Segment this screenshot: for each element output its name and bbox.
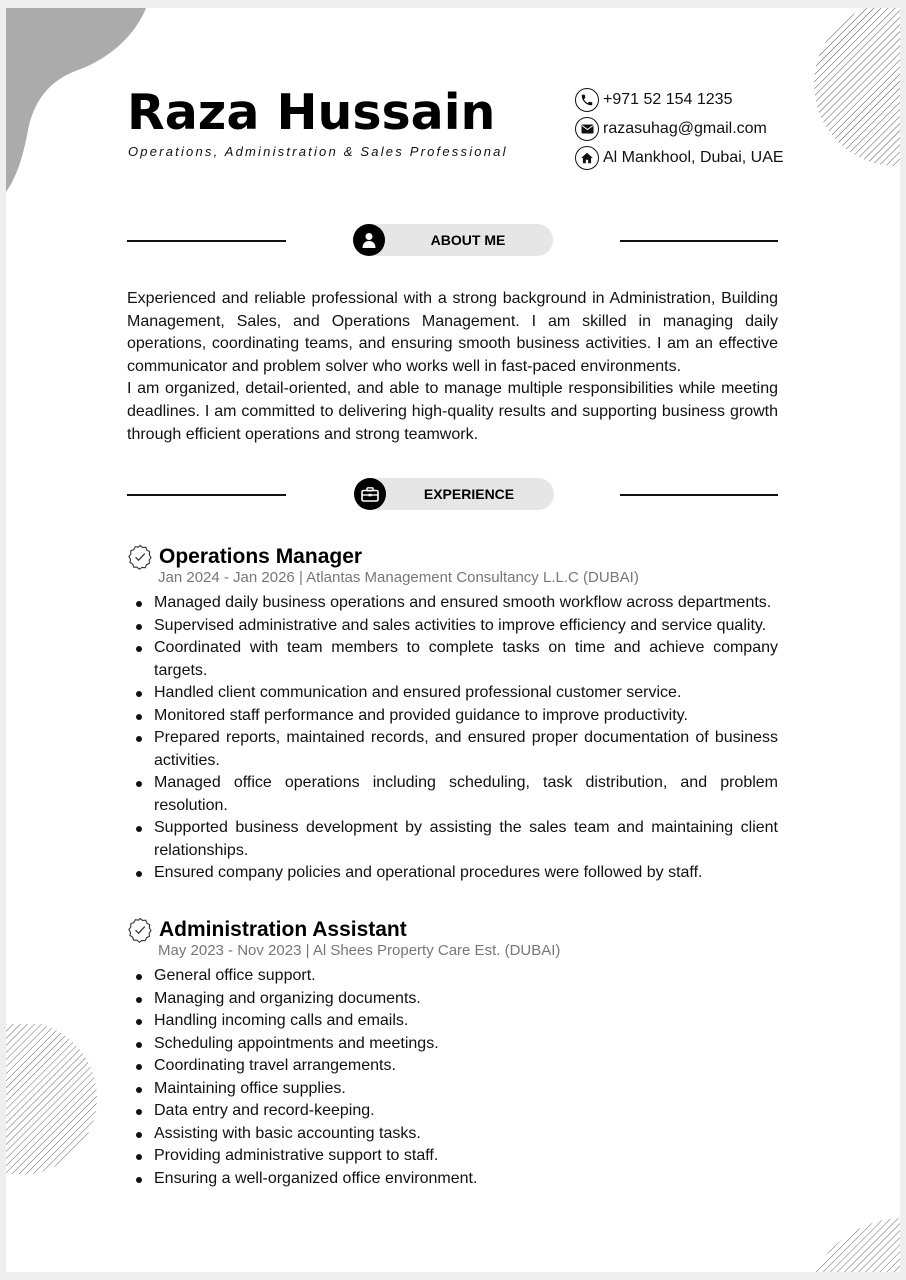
list-item: Ensuring a well-organized office environment.: [127, 1168, 778, 1191]
list-item: Prepared reports, maintained records, and ensured proper documentation of business activities.: [127, 727, 778, 772]
email-address[interactable]: razasuhag@gmail.com: [603, 119, 767, 137]
home-icon: [575, 146, 599, 170]
list-item: Managed daily business operations and ensured smooth workflow across departments.: [127, 592, 778, 615]
job-entry: [127, 543, 778, 885]
experience-section-header: [127, 478, 778, 512]
about-paragraph: I am organized, detail-oriented, and able to manage multiple responsibilities while meeting deadlines. I am committed to delivering high-quality results and supporting business growth through efficient operations and strong teamwork.: [127, 380, 778, 443]
list-item: General office support.: [127, 965, 778, 988]
list-item: Managing and organizing documents.: [127, 988, 778, 1011]
about-title: ABOUT ME: [430, 232, 506, 248]
contact-email: [575, 114, 784, 143]
list-item: Ensured company policies and operational procedures were followed by staff.: [127, 862, 778, 885]
list-item: Scheduling appointments and meetings.: [127, 1033, 778, 1056]
experience-title: EXPERIENCE: [423, 486, 515, 502]
list-item: Supervised administrative and sales activities to improve efficiency and service quality.: [127, 615, 778, 638]
divider-line-left: [127, 494, 286, 496]
job-title: Operations Manager: [159, 545, 363, 568]
job-title: Administration Assistant: [159, 918, 407, 941]
contact-list: [575, 85, 784, 172]
phone-number[interactable]: +971 52 154 1235: [603, 90, 733, 108]
contact-phone: [575, 85, 784, 114]
list-item: Providing administrative support to staff.: [127, 1145, 778, 1168]
list-item: Coordinating travel arrangements.: [127, 1055, 778, 1078]
verified-badge-icon: [127, 544, 153, 570]
job-duties-list: [127, 592, 778, 885]
list-item: Managed office operations including scheduling, task distribution, and problem resolution.: [127, 772, 778, 817]
job-duties-list: [127, 965, 778, 1190]
about-text: [127, 288, 778, 446]
user-icon: [353, 224, 385, 256]
decorative-stripes-bottom-right: [796, 1214, 900, 1272]
address: Al Mankhool, Dubai, UAE: [603, 148, 784, 166]
briefcase-icon: [354, 478, 386, 510]
candidate-name: Raza Hussain: [127, 84, 496, 141]
about-section-header: [127, 224, 778, 258]
list-item: Assisting with basic accounting tasks.: [127, 1123, 778, 1146]
job-meta: Jan 2024 - Jan 2026 | Atlantas Management Consultancy L.L.C (DUBAI): [158, 569, 639, 586]
decorative-stripes-top-right: [810, 8, 900, 170]
list-item: Data entry and record-keeping.: [127, 1100, 778, 1123]
candidate-subtitle: Operations, Administration & Sales Professional: [128, 144, 508, 159]
list-item: Monitored staff performance and provided guidance to improve productivity.: [127, 705, 778, 728]
resume-page: [6, 8, 900, 1272]
job-entry: [127, 916, 778, 1190]
contact-address: [575, 143, 784, 172]
phone-icon: [575, 88, 599, 112]
decorative-stripes-left: [6, 1024, 100, 1174]
list-item: Handling incoming calls and emails.: [127, 1010, 778, 1033]
list-item: Coordinated with team members to complete tasks on time and achieve company targets.: [127, 637, 778, 682]
divider-line-right: [620, 494, 778, 496]
job-meta: May 2023 - Nov 2023 | Al Shees Property Care Est. (DUBAI): [158, 942, 561, 959]
verified-badge-icon: [127, 917, 153, 943]
list-item: Supported business development by assisting the sales team and maintaining client relationships.: [127, 817, 778, 862]
list-item: Maintaining office supplies.: [127, 1078, 778, 1101]
list-item: Handled client communication and ensured professional customer service.: [127, 682, 778, 705]
divider-line-left: [127, 240, 286, 242]
about-paragraph: Experienced and reliable professional with a strong background in Administration, Building Management, Sales, and Operations Management. I am skilled in managing daily operations, coordinating teams, and ensuring smooth business activities. I am an effective communicator and problem solver who works well in fast-paced environments.: [127, 290, 778, 375]
mail-icon: [575, 117, 599, 141]
divider-line-right: [620, 240, 778, 242]
